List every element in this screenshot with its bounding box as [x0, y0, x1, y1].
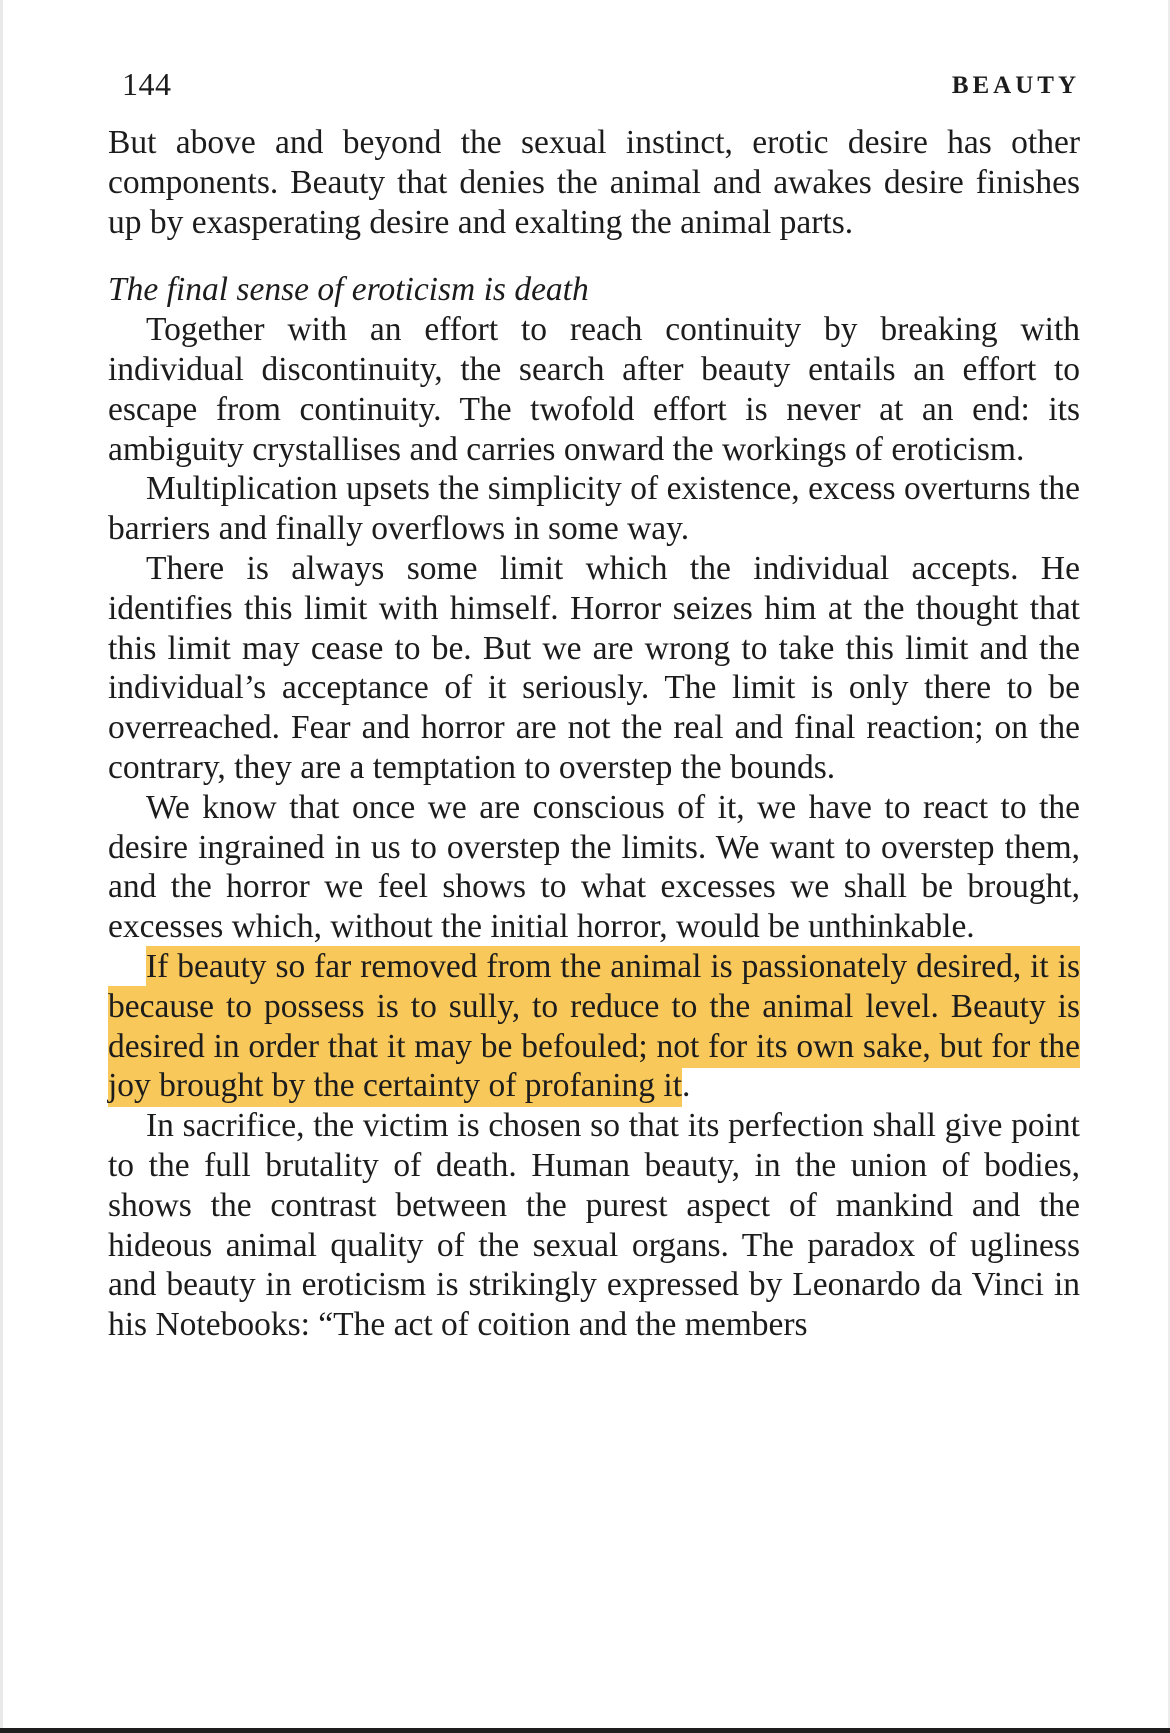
paragraph-1[interactable]: Together with an effort to reach continuity by breaking with individual discontinuity, the search after beauty entails an effort to escape from continuity. The twofold effort is never at an end: its ambiguity crystallises and carries onward the workings of eroticism.: [108, 311, 1080, 468]
page-bottom-edge: [0, 1728, 1170, 1733]
section-heading[interactable]: The final sense of eroticism is death: [108, 271, 589, 309]
paragraph-6[interactable]: In sacrifice, the victim is chosen so that its perfection shall give point to the full brutality of death. Human beauty, in the union of bodies, shows the contrast between the purest aspect of mankind and the hideous animal quality of the sexual organs. The paradox of ugliness and beauty in eroticism is strikingly expressed by Leonardo da Vinci in his Notebooks: “The act of coition and the members: [108, 1107, 1080, 1344]
page-left-edge: [0, 0, 3, 1733]
paragraph-2[interactable]: Multiplication upsets the simplicity of existence, excess overturns the barriers and finally overflows in some way.: [108, 470, 1080, 548]
page-body[interactable]: [108, 123, 1080, 1345]
paragraph-5-tail: .: [682, 1067, 691, 1105]
paragraph-5-highlighted[interactable]: [108, 947, 1080, 1106]
text-highlight[interactable]: If beauty so far removed from the animal is passionately desired, it is because to possess is to sully, to reduce to the animal level. Beauty is desired in order that it may be befouled; not for its own sake, but for the joy brought by the certainty of profaning it: [108, 946, 1080, 1107]
page-number: 144: [122, 66, 172, 102]
running-head: BEAUTY: [951, 72, 1080, 99]
paragraph-4[interactable]: We know that once we are conscious of it, we have to react to the desire ingrained in us to overstep the limits. We want to overstep them, and the horror we feel shows to what excesses we shall be brought, excesses which, without the initial horror, would be unthinkable.: [108, 788, 1080, 946]
page-header: [122, 66, 1080, 110]
paragraph-3[interactable]: There is always some limit which the individual accepts. He identifies this limit with himself. Horror seizes him at the thought that this limit may cease to be. But we are wrong to take this limit and the individual’s acceptance of it seriously. The limit is only there to be overreached. Fear and horror are not the real and final reaction; on the contrary, they are a temptation to overstep the bounds.: [108, 549, 1080, 786]
paragraph-0[interactable]: But above and beyond the sexual instinct, erotic desire has other components. Beauty that denies the animal and awakes desire finishes up by exasperating desire and exalting the animal parts.: [108, 124, 1080, 241]
